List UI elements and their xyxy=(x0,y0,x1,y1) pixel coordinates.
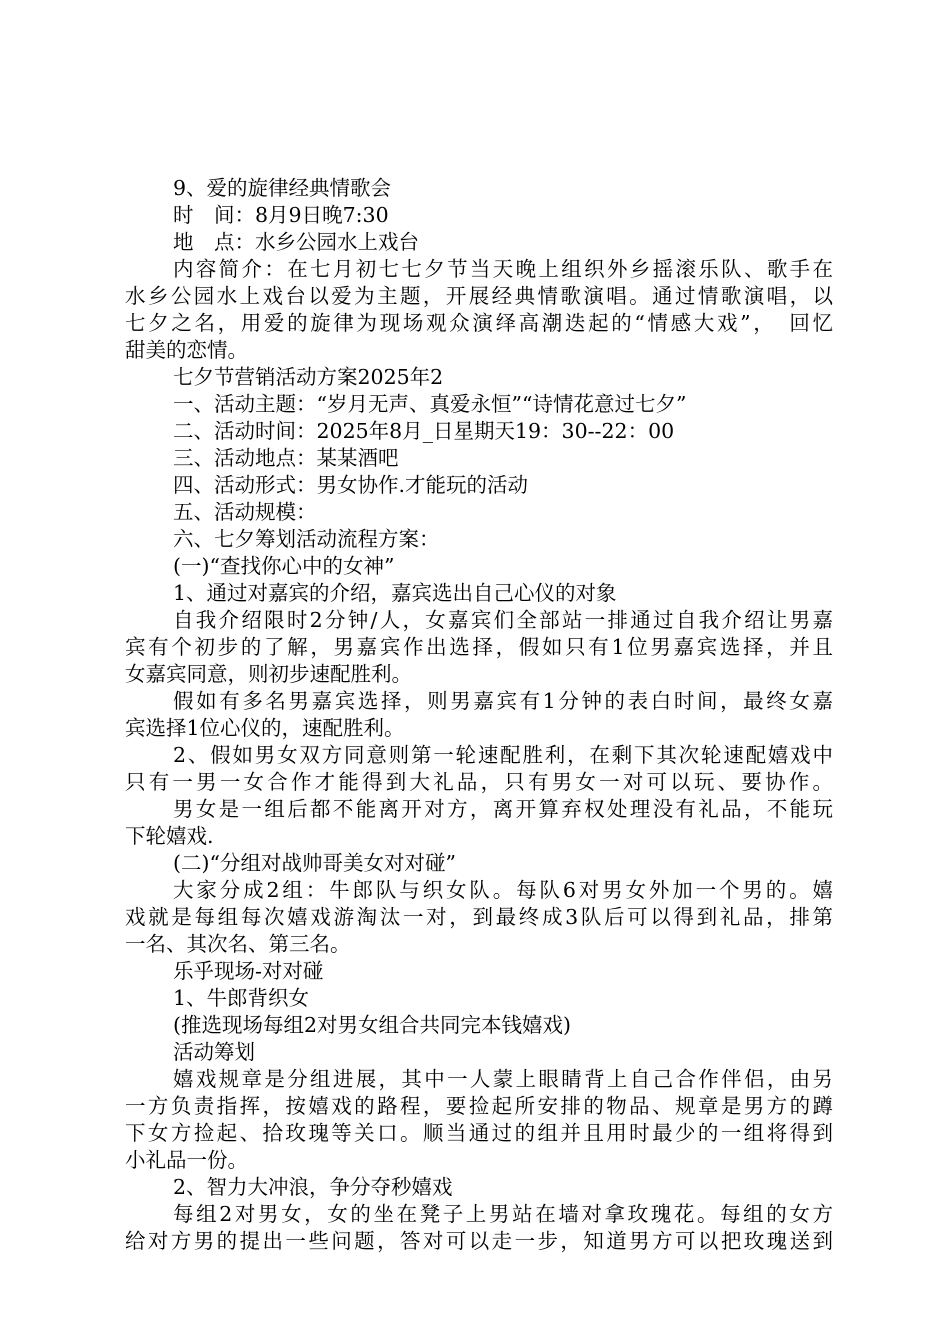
text-line: 2、智力大冲浪，争分夺秒嬉戏 xyxy=(173,1175,453,1199)
text-line: 下轮嬉戏. xyxy=(125,824,214,848)
text-line: 活动筹划 xyxy=(173,1040,255,1064)
text-line: 内容简介：在七月初七七夕节当天晚上组织外乡摇滚乐队、歌手在 xyxy=(173,257,833,281)
text-line: 七夕之名，用爱的旋律为现场观众演绎高潮迭起的“情感大戏”， 回忆 xyxy=(125,311,833,335)
text-line: 时 间：8月9日晚7:30 xyxy=(173,203,389,227)
text-line: 只有一男一女合作才能得到大礼品，只有男女一对可以玩、要协作。 xyxy=(125,770,833,794)
text-line: 下女方捡起、拾玫瑰等关口。顺当通过的组并且用时最少的一组将得到 xyxy=(125,1121,833,1145)
text-line: 假如有多名男嘉宾选择，则男嘉宾有1分钟的表白时间，最终女嘉 xyxy=(173,689,833,713)
text-line: 小礼品一份。 xyxy=(125,1148,248,1172)
text-line: 女嘉宾同意，则初步速配胜利。 xyxy=(125,662,412,686)
text-line: (二)“分组对战帅哥美女对对碰” xyxy=(173,851,456,875)
text-line: 二、活动时间：2025年8月_日星期天19：30--22：00 xyxy=(173,419,675,443)
text-line: 给对方男的提出一些问题，答对可以走一步，知道男方可以把玫瑰送到 xyxy=(125,1229,833,1253)
text-line: 一、活动主题：“岁月无声、真爱永恒”“诗情花意过七夕” xyxy=(173,392,687,416)
text-line: 六、七夕筹划活动流程方案： xyxy=(173,527,440,551)
text-line: 2、假如男女双方同意则第一轮速配胜利，在剩下其次轮速配嬉戏中 xyxy=(173,743,833,767)
text-line: 9、爱的旋律经典情歌会 xyxy=(173,176,392,200)
text-line: 宾选择1位心仪的，速配胜利。 xyxy=(125,716,405,740)
text-line: 七夕节营销活动方案2025年2 xyxy=(173,365,444,389)
text-line: 戏就是每组每次嬉戏游淘汰一对，到最终成3队后可以得到礼品，排第 xyxy=(125,905,833,929)
text-line: 嬉戏规章是分组进展，其中一人蒙上眼睛背上自己合作伴侣，由另 xyxy=(173,1067,833,1091)
text-line: 每组2对男女，女的坐在凳子上男站在墙对拿玫瑰花。每组的女方 xyxy=(173,1202,833,1226)
text-line: 自我介绍限时2分钟/人，女嘉宾们全部站一排通过自我介绍让男嘉 xyxy=(173,608,833,632)
text-line: 宾有个初步的了解，男嘉宾作出选择，假如只有1位男嘉宾选择，并且 xyxy=(125,635,833,659)
text-line: 五、活动规模： xyxy=(173,500,317,524)
text-line: 一方负责指挥，按嬉戏的路程，要捡起所安排的物品、规章是男方的蹲 xyxy=(125,1094,833,1118)
text-line: 大家分成2组：牛郎队与织女队。每队6对男女外加一个男的。嬉 xyxy=(173,878,833,902)
document-body xyxy=(125,175,833,1255)
text-line: 1、通过对嘉宾的介绍，嘉宾选出自己心仪的对象 xyxy=(173,581,617,605)
text-line: 甜美的恋情。 xyxy=(125,338,248,362)
text-line: 乐乎现场-对对碰 xyxy=(173,959,324,983)
text-line: (一)“查找你心中的女神” xyxy=(173,554,395,578)
text-line: 一名、其次名、第三名。 xyxy=(125,932,351,956)
text-line: 水乡公园水上戏台以爱为主题，开展经典情歌演唱。通过情歌演唱，以 xyxy=(125,284,833,308)
text-line: 地 点：水乡公园水上戏台 xyxy=(173,230,419,254)
text-line: 三、活动地点：某某酒吧 xyxy=(173,446,399,470)
text-line: 四、活动形式：男女协作.才能玩的活动 xyxy=(173,473,529,497)
text-line: 男女是一组后都不能离开对方，离开算弃权处理没有礼品，不能玩 xyxy=(173,797,833,821)
text-line: (推选现场每组2对男女组合共同完本钱嬉戏) xyxy=(173,1013,572,1037)
text-line: 1、牛郎背织女 xyxy=(173,986,310,1010)
